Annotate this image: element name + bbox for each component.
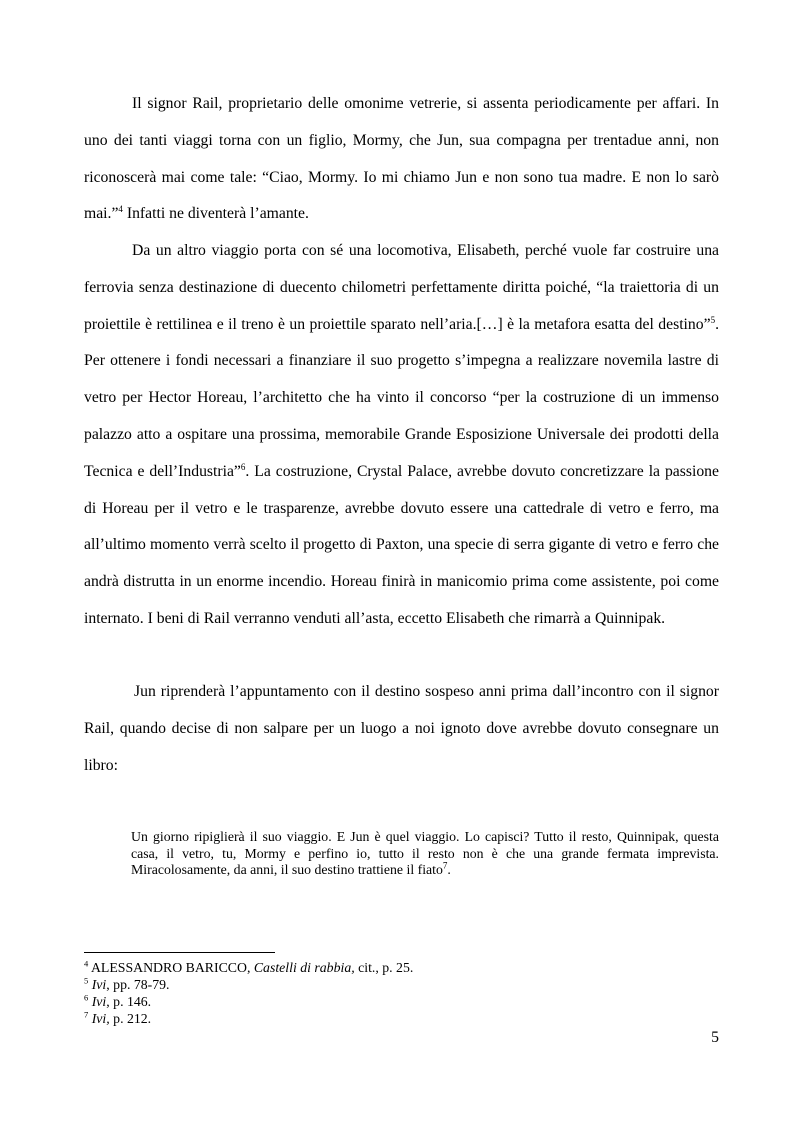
footnote-ref-7[interactable]: 7 [442,860,448,871]
footnote-ref-4[interactable]: 4 [118,204,123,215]
paragraph-2-text-b: . Per ottenere i fondi necessari a finanziare il suo progetto s’impegna a realizzare novemila lastre di vetro per Hector Horeau, l’architetto che ha vinto il concorso “per la costruzione di un immenso palazzo atto a ospitare una prossima, memorabile Grande Esposizione Universale dei prodotti della Tecnica e dell’Industria” [84,315,719,480]
footnote-ref-5[interactable]: 5 [710,314,716,325]
block-quote-end: . [447,862,451,877]
paragraph-2-text-c: . La costruzione, Crystal Palace, avrebbe dovuto concretizzare la passione di Horeau per il vetro e le trasparenze, avrebbe dovuto essere una cattedrale di vetro e ferro, ma all’ultimo momento verrà scelto il progetto di Paxton, una specie di serra gigante di vetro e ferro che andrà distrutta in un enorme incendio. Horeau finirà in manicomio prima come assistente, poi come internato. I beni di Rail verranno venduti all’asta, eccetto Elisabeth che rimarrà a Quinnipak. [84,462,719,627]
paragraph-1 [84,86,719,233]
paragraph-2-text-a: Da un altro viaggio porta con sé una locomotiva, Elisabeth, perché vuole far costruire una ferrovia senza destinazione di duecento chilometri perfettamente diritta poiché, “la traiettoria di un proiettile è rettilinea e il treno è un proiettile sparato nell’aria.[…] è la metafora esatta del destino” [84,242,719,333]
footnote-title: Ivi [91,977,107,992]
footnote-number: 4 [84,958,89,969]
footnote-4 [84,960,719,977]
page-number: 5 [711,1029,719,1046]
footnote-title: Ivi [91,994,107,1009]
paragraph-1-text-end: Infatti ne diventerà l’amante. [122,205,309,223]
block-quote [131,829,719,879]
paragraph-1-text: Il signor Rail, proprietario delle omonime vetrerie, si assenta periodicamente per affari. In uno dei tanti viaggi torna con un figlio, Mormy, che Jun, sua compagna per trentadue anni, non riconoscerà mai come tale: “Ciao, Mormy. Io mi chiamo Jun e non sono tua madre. E non lo sarò mai.” [84,95,719,223]
paragraph-2 [84,233,719,638]
footnote-7 [84,1011,719,1028]
paragraph-3: Jun riprenderà l’appuntamento con il destino sospeso anni prima dall’incontro con il signor Rail, quando decise di non salpare per un luogo a noi ignoto dove avrebbe dovuto consegnare un libro: [84,683,719,774]
footnote-6 [84,994,719,1011]
block-quote-text: Un giorno ripiglierà il suo viaggio. E Jun è quel viaggio. Lo capisci? Tutto il resto, Quinnipak, questa casa, il vetro, tu, Mormy e perfino io, tutto il resto non è che una grande fermata imprevista. Miracolosamente, da anni, il suo destino trattiene il fiato [131,829,719,877]
footnote-title: Castelli di rabbia, [253,960,355,975]
footnote-title: Ivi, [91,1011,110,1026]
footnote-author: ALESSANDRO BARICCO, [90,960,254,975]
footnote-citation: p. 212. [109,1011,152,1026]
footnote-citation: , pp. 78-79. [106,977,170,992]
footnote-citation: , p. 146. [106,994,152,1009]
footnote-5 [84,977,719,994]
footnote-number: 5 [84,975,89,986]
footnote-citation: cit., p. 25. [354,960,414,975]
footnote-number: 7 [84,1009,89,1020]
footnote-number: 6 [84,992,89,1003]
footnote-ref-6[interactable]: 6 [240,461,246,472]
footnote-separator [84,952,275,953]
